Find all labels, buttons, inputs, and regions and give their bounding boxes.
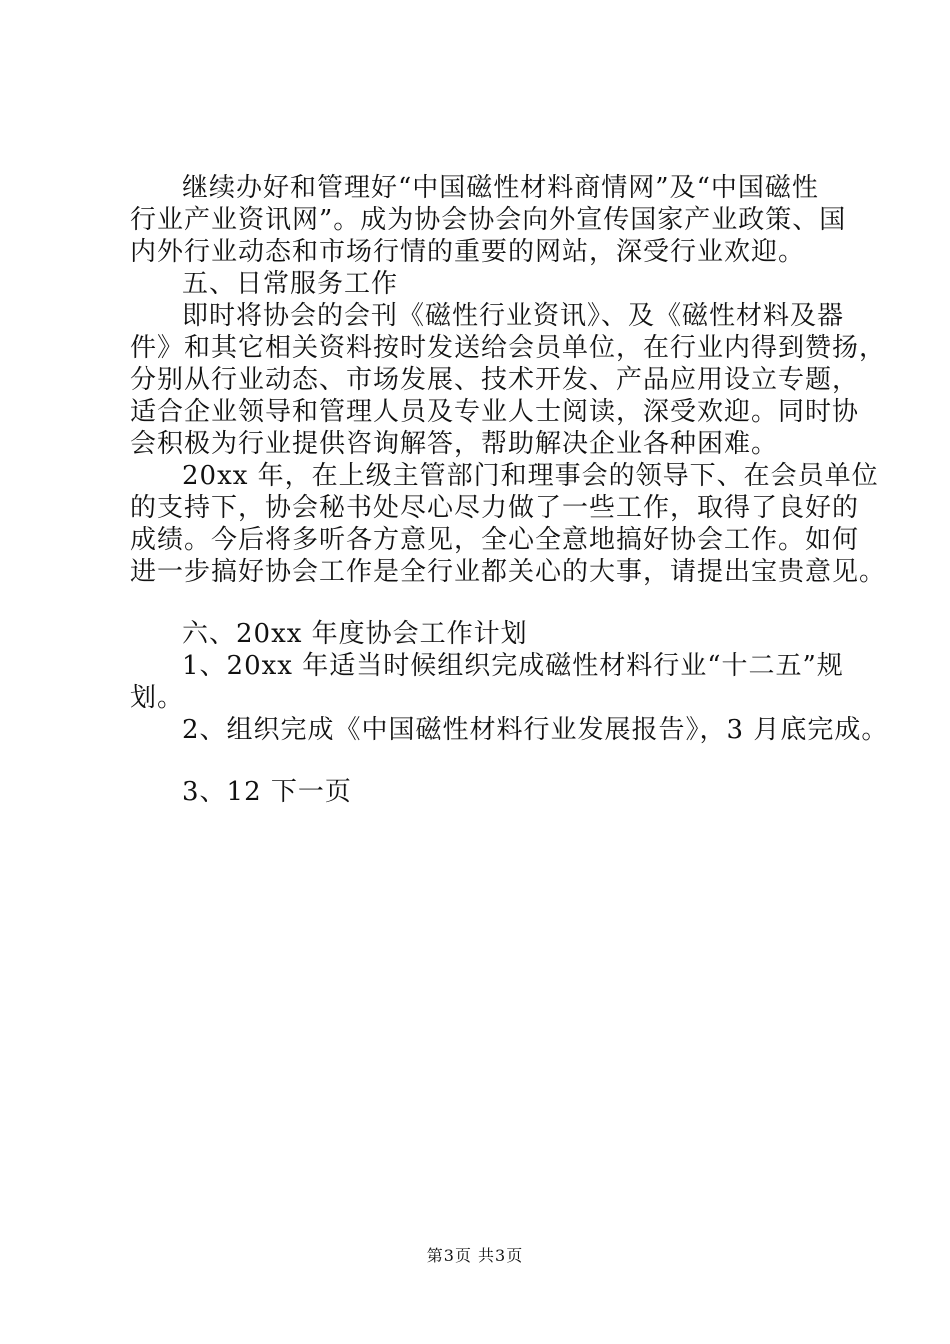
text-line: 行业产业资讯网”。成为协会协会向外宣传国家产业政策、国 [130, 205, 847, 235]
text-line: 件》和其它相关资料按时发送给会员单位，在行业内得到赞扬， [130, 333, 887, 363]
text-line: 20xx 年，在上级主管部门和理事会的领导下、在会员单位 [182, 461, 879, 491]
plan-item-1 [130, 650, 844, 714]
text-line: 内外行业动态和市场行情的重要的网站，深受行业欢迎。 [130, 237, 806, 267]
section-heading-daily-service [130, 268, 840, 300]
text-line: 即时将协会的会刊《磁性行业资讯》、及《磁性材料及器 [182, 301, 845, 331]
text-line: 2、组织完成《中国磁性材料行业发展报告》，3 月底完成。 [182, 715, 889, 745]
text-line: 划。 [130, 683, 185, 713]
page-footer: 第3页 共3页 [426, 1246, 524, 1265]
plan-item-3-next-page [130, 776, 840, 808]
section-heading-work-plan [130, 618, 840, 650]
text-line: 1、20xx 年适当时候组织完成磁性材料行业“十二五”规 [182, 651, 844, 681]
paragraph-journal [130, 300, 887, 460]
text-line: 成绩。今后将多听各方意见，全心全意地搞好协会工作。如何 [130, 525, 860, 555]
text-line: 继续办好和管理好“中国磁性材料商情网”及“中国磁性 [182, 173, 819, 203]
spacer [130, 588, 840, 618]
next-page-link[interactable]: 3、12 下一页 [182, 777, 352, 807]
text-line: 会积极为行业提供咨询解答，帮助解决企业各种困难。 [130, 429, 779, 459]
text-line: 的支持下，协会秘书处尽心尽力做了一些工作，取得了良好的 [130, 493, 860, 523]
spacer [130, 746, 840, 776]
paragraph-website [130, 172, 847, 268]
document-body [130, 172, 889, 808]
text-line: 分别从行业动态、市场发展、技术开发、产品应用设立专题， [130, 365, 860, 395]
text-line: 进一步搞好协会工作是全行业都关心的大事，请提出宝贵意见。 [130, 557, 887, 587]
heading-line: 五、日常服务工作 [182, 269, 399, 299]
heading-line: 六、20xx 年度协会工作计划 [182, 619, 528, 649]
plan-item-2 [130, 714, 889, 746]
text-line: 适合企业领导和管理人员及专业人士阅读，深受欢迎。同时协 [130, 397, 860, 427]
paragraph-summary [130, 460, 887, 588]
